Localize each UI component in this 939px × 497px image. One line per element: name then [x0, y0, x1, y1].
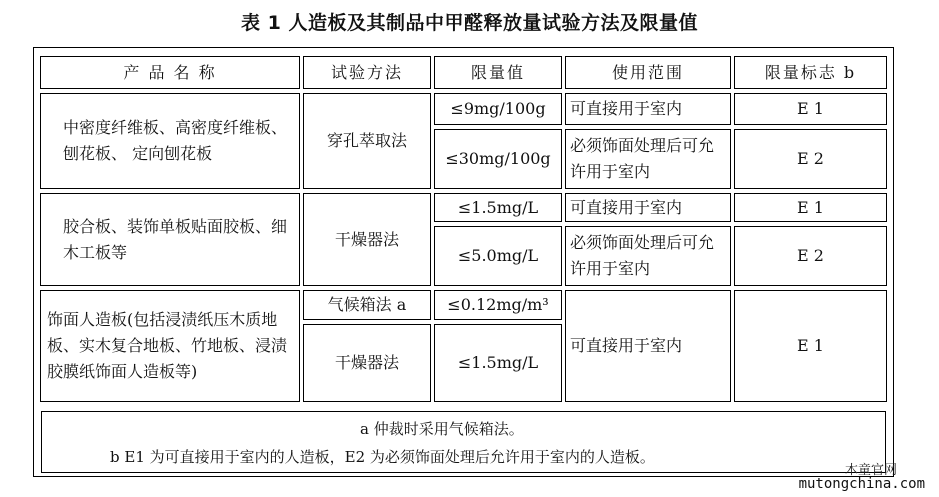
- method-cell: 干燥器法: [303, 324, 431, 402]
- header-row: [40, 56, 887, 89]
- limit-cell: ≤0.12mg/m³: [434, 290, 562, 320]
- header-mark: 限量标志 b: [734, 56, 887, 89]
- limit-cell: ≤1.5mg/L: [434, 193, 562, 222]
- footnote-b: b E1 为可直接用于室内的人造板，E2 为必须饰面处理后允许用于室内的人造板。: [110, 448, 655, 466]
- product-cell: 胶合板、装饰单板贴面胶板、细木工板等: [40, 193, 300, 286]
- table-row: [40, 93, 887, 125]
- product-cell: 中密度纤维板、高密度纤维板、刨花板、 定向刨花板: [40, 93, 300, 189]
- scope-cell: 必须饰面处理后可允许用于室内: [565, 129, 731, 189]
- scope-cell: 可直接用于室内: [565, 93, 731, 125]
- footnote-a: a 仲裁时采用气候箱法。: [360, 420, 524, 438]
- header-scope: 使用范围: [565, 56, 731, 89]
- formaldehyde-limits-table: [37, 52, 890, 406]
- method-cell: 穿孔萃取法: [303, 93, 431, 189]
- mark-cell: E 1: [734, 193, 887, 222]
- limit-cell: ≤5.0mg/L: [434, 226, 562, 286]
- header-limit: 限量值: [434, 56, 562, 89]
- limit-cell: ≤30mg/100g: [434, 129, 562, 189]
- table-row: [40, 290, 887, 320]
- header-product: 产 品 名 称: [40, 56, 300, 89]
- scope-cell: 可直接用于室内: [565, 193, 731, 222]
- limit-cell: ≤1.5mg/L: [434, 324, 562, 402]
- watermark-url: mutongchina.com: [798, 476, 925, 492]
- method-cell: 气候箱法 a: [303, 290, 431, 320]
- method-cell: 干燥器法: [303, 193, 431, 286]
- mark-cell: E 1: [734, 290, 887, 402]
- mark-cell: E 1: [734, 93, 887, 125]
- limit-cell: ≤9mg/100g: [434, 93, 562, 125]
- scope-cell: 必须饰面处理后可允许用于室内: [565, 226, 731, 286]
- mark-cell: E 2: [734, 226, 887, 286]
- scope-cell: 可直接用于室内: [565, 290, 731, 402]
- watermark-cn: 木童官网: [844, 463, 897, 478]
- table-row: [40, 193, 887, 222]
- product-cell: 饰面人造板(包括浸渍纸压木质地板、实木复合地板、竹地板、浸渍胶膜纸饰面人造板等): [40, 290, 300, 402]
- mark-cell: E 2: [734, 129, 887, 189]
- footnotes: [41, 411, 886, 473]
- table-title: 表 1 人造板及其制品中甲醛释放量试验方法及限量值: [241, 12, 698, 34]
- header-method: 试验方法: [303, 56, 431, 89]
